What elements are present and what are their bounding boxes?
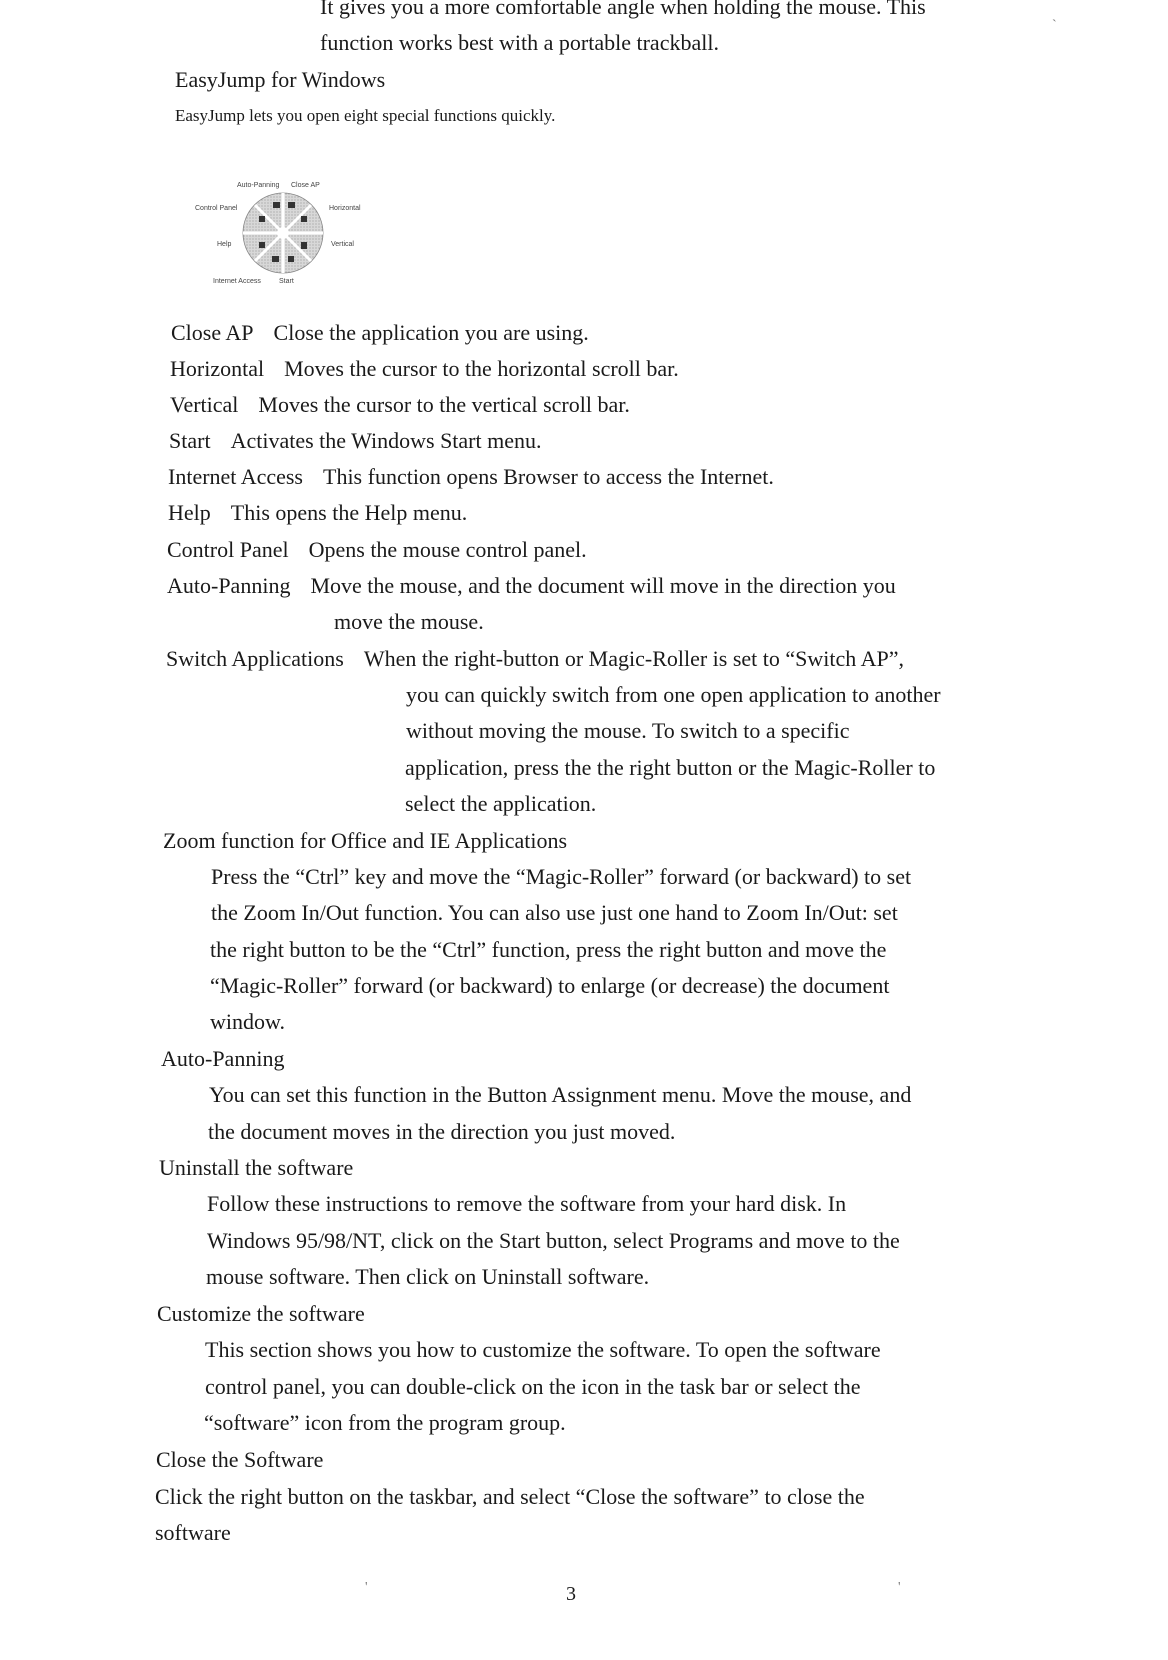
zoom-line: the Zoom In/Out function. You can also use just one hand to Zoom In/Out: set [211, 900, 898, 925]
function-item [170, 392, 630, 418]
function-item [171, 320, 589, 346]
auto-panning-line: the document moves in the direction you just moved. [208, 1119, 676, 1144]
function-desc: Moves the cursor to the vertical scroll bar. [258, 392, 630, 417]
wheel-label-vertical: Vertical [331, 241, 354, 248]
intro-line-2: function works best with a portable trackball. [320, 30, 719, 55]
uninstall-heading: Uninstall the software [159, 1155, 354, 1180]
switch-applications-desc-line: without moving the mouse. To switch to a specific [406, 718, 850, 743]
wheel-label-auto-panning: Auto-Panning [237, 182, 280, 189]
customize-line: control panel, you can double-click on the icon in the task bar or select the [205, 1374, 861, 1399]
scan-speck: ' [898, 1580, 901, 1595]
switch-applications-term: Switch Applications [166, 646, 344, 671]
auto-panning-term: Auto-Panning [167, 573, 291, 598]
zoom-line: “Magic-Roller” forward (or backward) to enlarge (or decrease) the document [210, 973, 890, 998]
function-term: Close AP [171, 320, 254, 345]
function-term: Vertical [170, 392, 239, 417]
scan-speck: ' [365, 1580, 368, 1595]
wheel-label-close-ap: Close AP [291, 182, 320, 189]
function-desc: Activates the Windows Start menu. [230, 428, 542, 453]
function-desc: Opens the mouse control panel. [308, 537, 587, 562]
wheel-label-help: Help [217, 241, 232, 248]
intro-line-1: It gives you a more comfortable angle when holding the mouse. This [320, 0, 926, 19]
auto-panning-heading: Auto-Panning [161, 1046, 285, 1071]
auto-panning-desc-2: move the mouse. [334, 609, 484, 634]
switch-applications-desc-line: application, press the the right button or the Magic-Roller to [405, 755, 936, 780]
function-term: Start [169, 428, 211, 453]
auto-panning-item [167, 573, 896, 599]
uninstall-line: Windows 95/98/NT, click on the Start button, select Programs and move to the [207, 1228, 900, 1253]
auto-panning-line: You can set this function in the Button Assignment menu. Move the mouse, and [209, 1082, 912, 1107]
scan-speck: ` [1052, 18, 1057, 33]
switch-applications-desc-line: you can quickly switch from one open application to another [406, 682, 941, 707]
close-software-heading: Close the Software [156, 1447, 324, 1472]
close-software-line: Click the right button on the taskbar, and select “Close the software” to close the [155, 1484, 865, 1509]
zoom-line: the right button to be the “Ctrl” function, press the right button and move the [210, 937, 887, 962]
switch-applications-desc-line: When the right-button or Magic-Roller is set to “Switch AP”, [363, 646, 904, 671]
function-item [169, 428, 542, 454]
easyjump-wheel-figure [195, 178, 375, 286]
easyjump-heading: EasyJump for Windows [175, 67, 386, 92]
zoom-line: Press the “Ctrl” key and move the “Magic-Roller” forward (or backward) to set [211, 864, 912, 889]
function-item [168, 464, 774, 490]
function-desc: This opens the Help menu. [230, 500, 468, 525]
switch-applications-item [166, 646, 904, 672]
uninstall-line: Follow these instructions to remove the software from your hard disk. In [207, 1191, 847, 1216]
customize-heading: Customize the software [157, 1301, 365, 1326]
easyjump-subtitle: EasyJump lets you open eight special functions quickly. [175, 106, 556, 125]
wheel-label-control-panel: Control Panel [195, 205, 238, 212]
function-term: Horizontal [170, 356, 265, 381]
zoom-heading: Zoom function for Office and IE Applications [163, 828, 568, 853]
function-term: Control Panel [167, 537, 289, 562]
function-term: Help [168, 500, 211, 525]
function-desc: Close the application you are using. [273, 320, 589, 345]
wheel-label-start: Start [279, 278, 294, 285]
auto-panning-desc-1: Move the mouse, and the document will move in the direction you [310, 573, 896, 598]
zoom-line: window. [210, 1009, 285, 1034]
close-software-line: software [155, 1520, 231, 1545]
switch-applications-desc-line: select the application. [405, 791, 597, 816]
uninstall-line: mouse software. Then click on Uninstall software. [206, 1264, 650, 1289]
customize-line: “software” icon from the program group. [204, 1410, 566, 1435]
customize-line: This section shows you how to customize the software. To open the software [205, 1337, 881, 1362]
function-term: Internet Access [168, 464, 303, 489]
wheel-label-horizontal: Horizontal [329, 205, 361, 212]
wheel-label-internet-access: Internet Access [213, 278, 261, 285]
function-desc: This function opens Browser to access the Internet. [323, 464, 774, 489]
function-item [167, 537, 587, 563]
function-item [168, 500, 467, 526]
function-item [170, 356, 679, 382]
function-desc: Moves the cursor to the horizontal scroll bar. [284, 356, 679, 381]
page-number: 3 [566, 1583, 576, 1605]
